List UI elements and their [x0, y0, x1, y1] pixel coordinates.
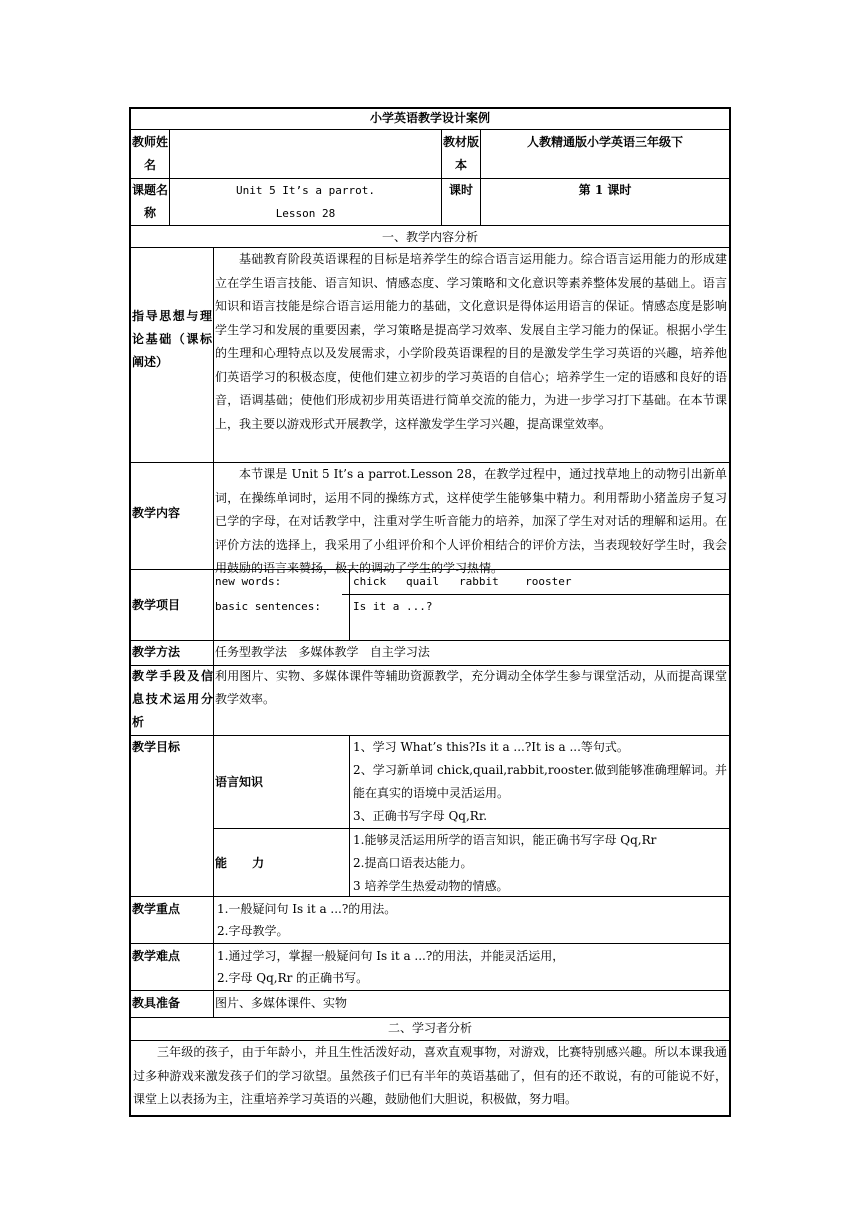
key-line-2: 2.字母教学。: [217, 924, 289, 938]
knowledge-item-3: 3、正确书写字母 Qq,Rr.: [353, 809, 488, 823]
difficulty-label: 教学难点: [132, 949, 181, 963]
section-heading-learner-analysis: 二、学习者分析: [387, 1021, 472, 1035]
period-label: 课时: [448, 183, 473, 197]
method-label: 教学方法: [132, 645, 181, 659]
new-words-value: chick quail rabbit rooster: [353, 575, 572, 588]
textbook-value: 人教精通版小学英语三年级下: [526, 135, 683, 149]
new-words-label: new words:: [215, 575, 282, 588]
difficulty-line-2: 2.字母 Qq,Rr 的正确书写。: [217, 971, 369, 985]
guide-text: 基础教育阶段英语课程的目标是培养学生的综合语言运用能力。综合语言运用能力的形成建立在学生语言技能、语言知识、情感态度、学习策略和文化意识等素养整体发展的基础上。语言知识和语言技能是综合语言运用能力的基础，文化意识是得体运用语言的保证。情感态度是影响学生学习和发展的重要因素，学习策略是提高学习效率、发展自主学习能力的保证。根据小学生的生理和心理特点以及发展需求，小学阶段英语课程的目的是激发学生学习英语的兴趣，培养他们英语学习的积极态度，使他们建立初步的学习英语的自信心；培养学生一定的语感和良好的语音，语调基础；使他们形成初步用英语进行简单交流的能力，为进一步学习打下基础。在本节课上，我主要以游戏形式开展教学，这样激发学生学习兴趣，提高课堂效率。: [215, 252, 727, 431]
lesson-plan-table: [129, 107, 731, 1117]
learner-analysis-text: 三年级的孩子，由于年龄小，并且生性活泼好动，喜欢直观事物，对游戏，比赛特别感兴趣。所以本课我通过多种游戏来激发孩子们的学习欲望。虽然孩子们已有半年的英语基础了，但有的还不敢说，有的可能说不好，课堂上以表扬为主，注重培养学习英语的兴趣，鼓励他们大胆说，积极做，努力唱。: [133, 1045, 727, 1106]
ability-item-2: 2.提高口语表达能力。: [353, 856, 473, 870]
tech-text: 利用图片、实物、多媒体课件等辅助资源教学，充分调动全体学生参与课堂活动，从而提高课堂教学效率。: [215, 669, 727, 706]
topic-line-1: Unit 5 It’s a parrot.: [235, 184, 376, 197]
ability-label: 能 力: [215, 856, 265, 870]
basic-sentences-value: Is it a ...?: [353, 600, 433, 613]
ability-item-3: 3 培养学生热爱动物的情感。: [353, 879, 509, 893]
content-text: 本节课是 Unit 5 It’s a parrot.Lesson 28，在教学过程中，通过找草地上的动物引出新单词，在操练单词时，运用不同的操练方式，这样使学生能够集中精力。利用帮助小猪盖房子复习已学的字母，在对话教学中，注重对学生听音能力的培养，加深了学生对对话的理解和运用。在评价方法的选择上，我采用了小组评价和个人评价相结合的评价方法，当表现较好学生时，我会用鼓励的语言来赞扬，极大的调动了学生的学习热情。: [215, 467, 727, 575]
textbook-label: 教材版本: [442, 135, 479, 172]
knowledge-item-2: 2、学习新单词 chick,quail,rabbit,rooster.做到能够准确理解词。并能在真实的语境中灵活运用。: [353, 763, 727, 800]
topic-line-2: Lesson 28: [275, 207, 336, 220]
method-value: 任务型教学法 多媒体教学 自主学习法: [215, 645, 430, 659]
document-title: 小学英语教学设计案例: [369, 111, 490, 125]
teacher-label: 教师姓名: [131, 135, 168, 172]
period-value: 第 1 课时: [578, 183, 632, 197]
content-label: 教学内容: [132, 506, 181, 520]
knowledge-label: 语言知识: [215, 775, 264, 789]
tech-label: 教学手段及信息技术运用分析: [132, 669, 213, 729]
ability-item-1: 1.能够灵活运用所学的语言知识，能正确书写字母 Qq,Rr: [353, 833, 657, 847]
section-heading-content-analysis: 一、教学内容分析: [381, 230, 478, 244]
tools-label: 教具准备: [132, 996, 181, 1010]
key-line-1: 1.一般疑问句 Is it a ...?的用法。: [217, 902, 397, 916]
guide-label: 指导思想与理论基础（课标阐述）: [132, 309, 212, 369]
basic-sentences-label: basic sentences:: [215, 600, 321, 613]
goals-label: 教学目标: [132, 740, 181, 754]
key-label: 教学重点: [132, 902, 181, 916]
tools-value: 图片、多媒体课件、实物: [215, 996, 348, 1010]
items-label: 教学项目: [132, 598, 181, 612]
topic-label: 课题名称: [131, 183, 168, 220]
knowledge-item-1: 1、学习 What’s this?Is it a ...?It is a ...等句式。: [353, 740, 629, 754]
difficulty-line-1: 1.通过学习，掌握一般疑问句 Is it a ...?的用法，并能灵活运用，: [217, 949, 565, 963]
